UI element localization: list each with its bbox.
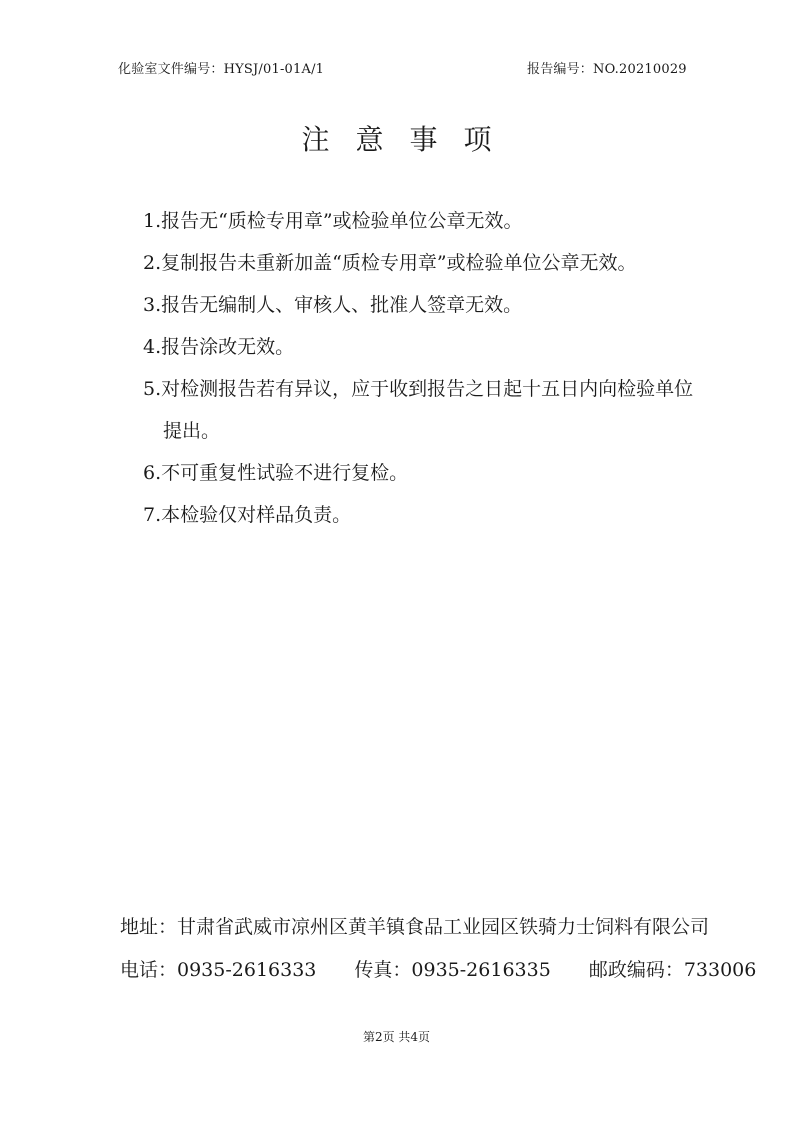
notice-item-3 xyxy=(143,284,763,326)
phone-number: 电话：0935-2616333 xyxy=(120,959,317,981)
notice-item-4 xyxy=(143,326,763,368)
notice-text: 7.本检验仅对样品负责。 xyxy=(143,504,352,526)
notice-item-6 xyxy=(143,452,763,494)
fax-number: 传真：0935-2616335 xyxy=(354,959,551,981)
notice-item-7 xyxy=(143,494,763,536)
lab-file-number: 化验室文件编号：HYSJ/01-01A/1 xyxy=(118,62,325,77)
notice-list xyxy=(143,200,763,536)
notice-text: 5.对检测报告若有异议，应于收到报告之日起十五日内向检验单位 xyxy=(143,378,694,400)
notice-text-continued: 提出。 xyxy=(163,420,221,442)
page-number: 第2页 共4页 xyxy=(362,1030,431,1044)
notice-text: 2.复制报告未重新加盖“质检专用章”或检验单位公章无效。 xyxy=(143,252,637,274)
contact-line xyxy=(120,955,756,982)
page-title: 注意事项 xyxy=(301,123,518,156)
notice-item-5 xyxy=(143,368,763,452)
postal-code: 邮政编码：733006 xyxy=(588,959,757,981)
notice-text: 6.不可重复性试验不进行复检。 xyxy=(143,462,409,484)
company-address: 地址：甘肃省武威市凉州区黄羊镇食品工业园区铁骑力士饲料有限公司 xyxy=(120,916,710,938)
notice-text: 1.报告无“质检专用章”或检验单位公章无效。 xyxy=(143,210,523,232)
notice-item-2 xyxy=(143,242,763,284)
notice-item-1 xyxy=(143,200,763,242)
report-number: 报告编号：NO.20210029 xyxy=(527,62,687,77)
notice-text: 4.报告涂改无效。 xyxy=(143,336,295,358)
notice-text: 3.报告无编制人、审核人、批准人签章无效。 xyxy=(143,294,523,316)
